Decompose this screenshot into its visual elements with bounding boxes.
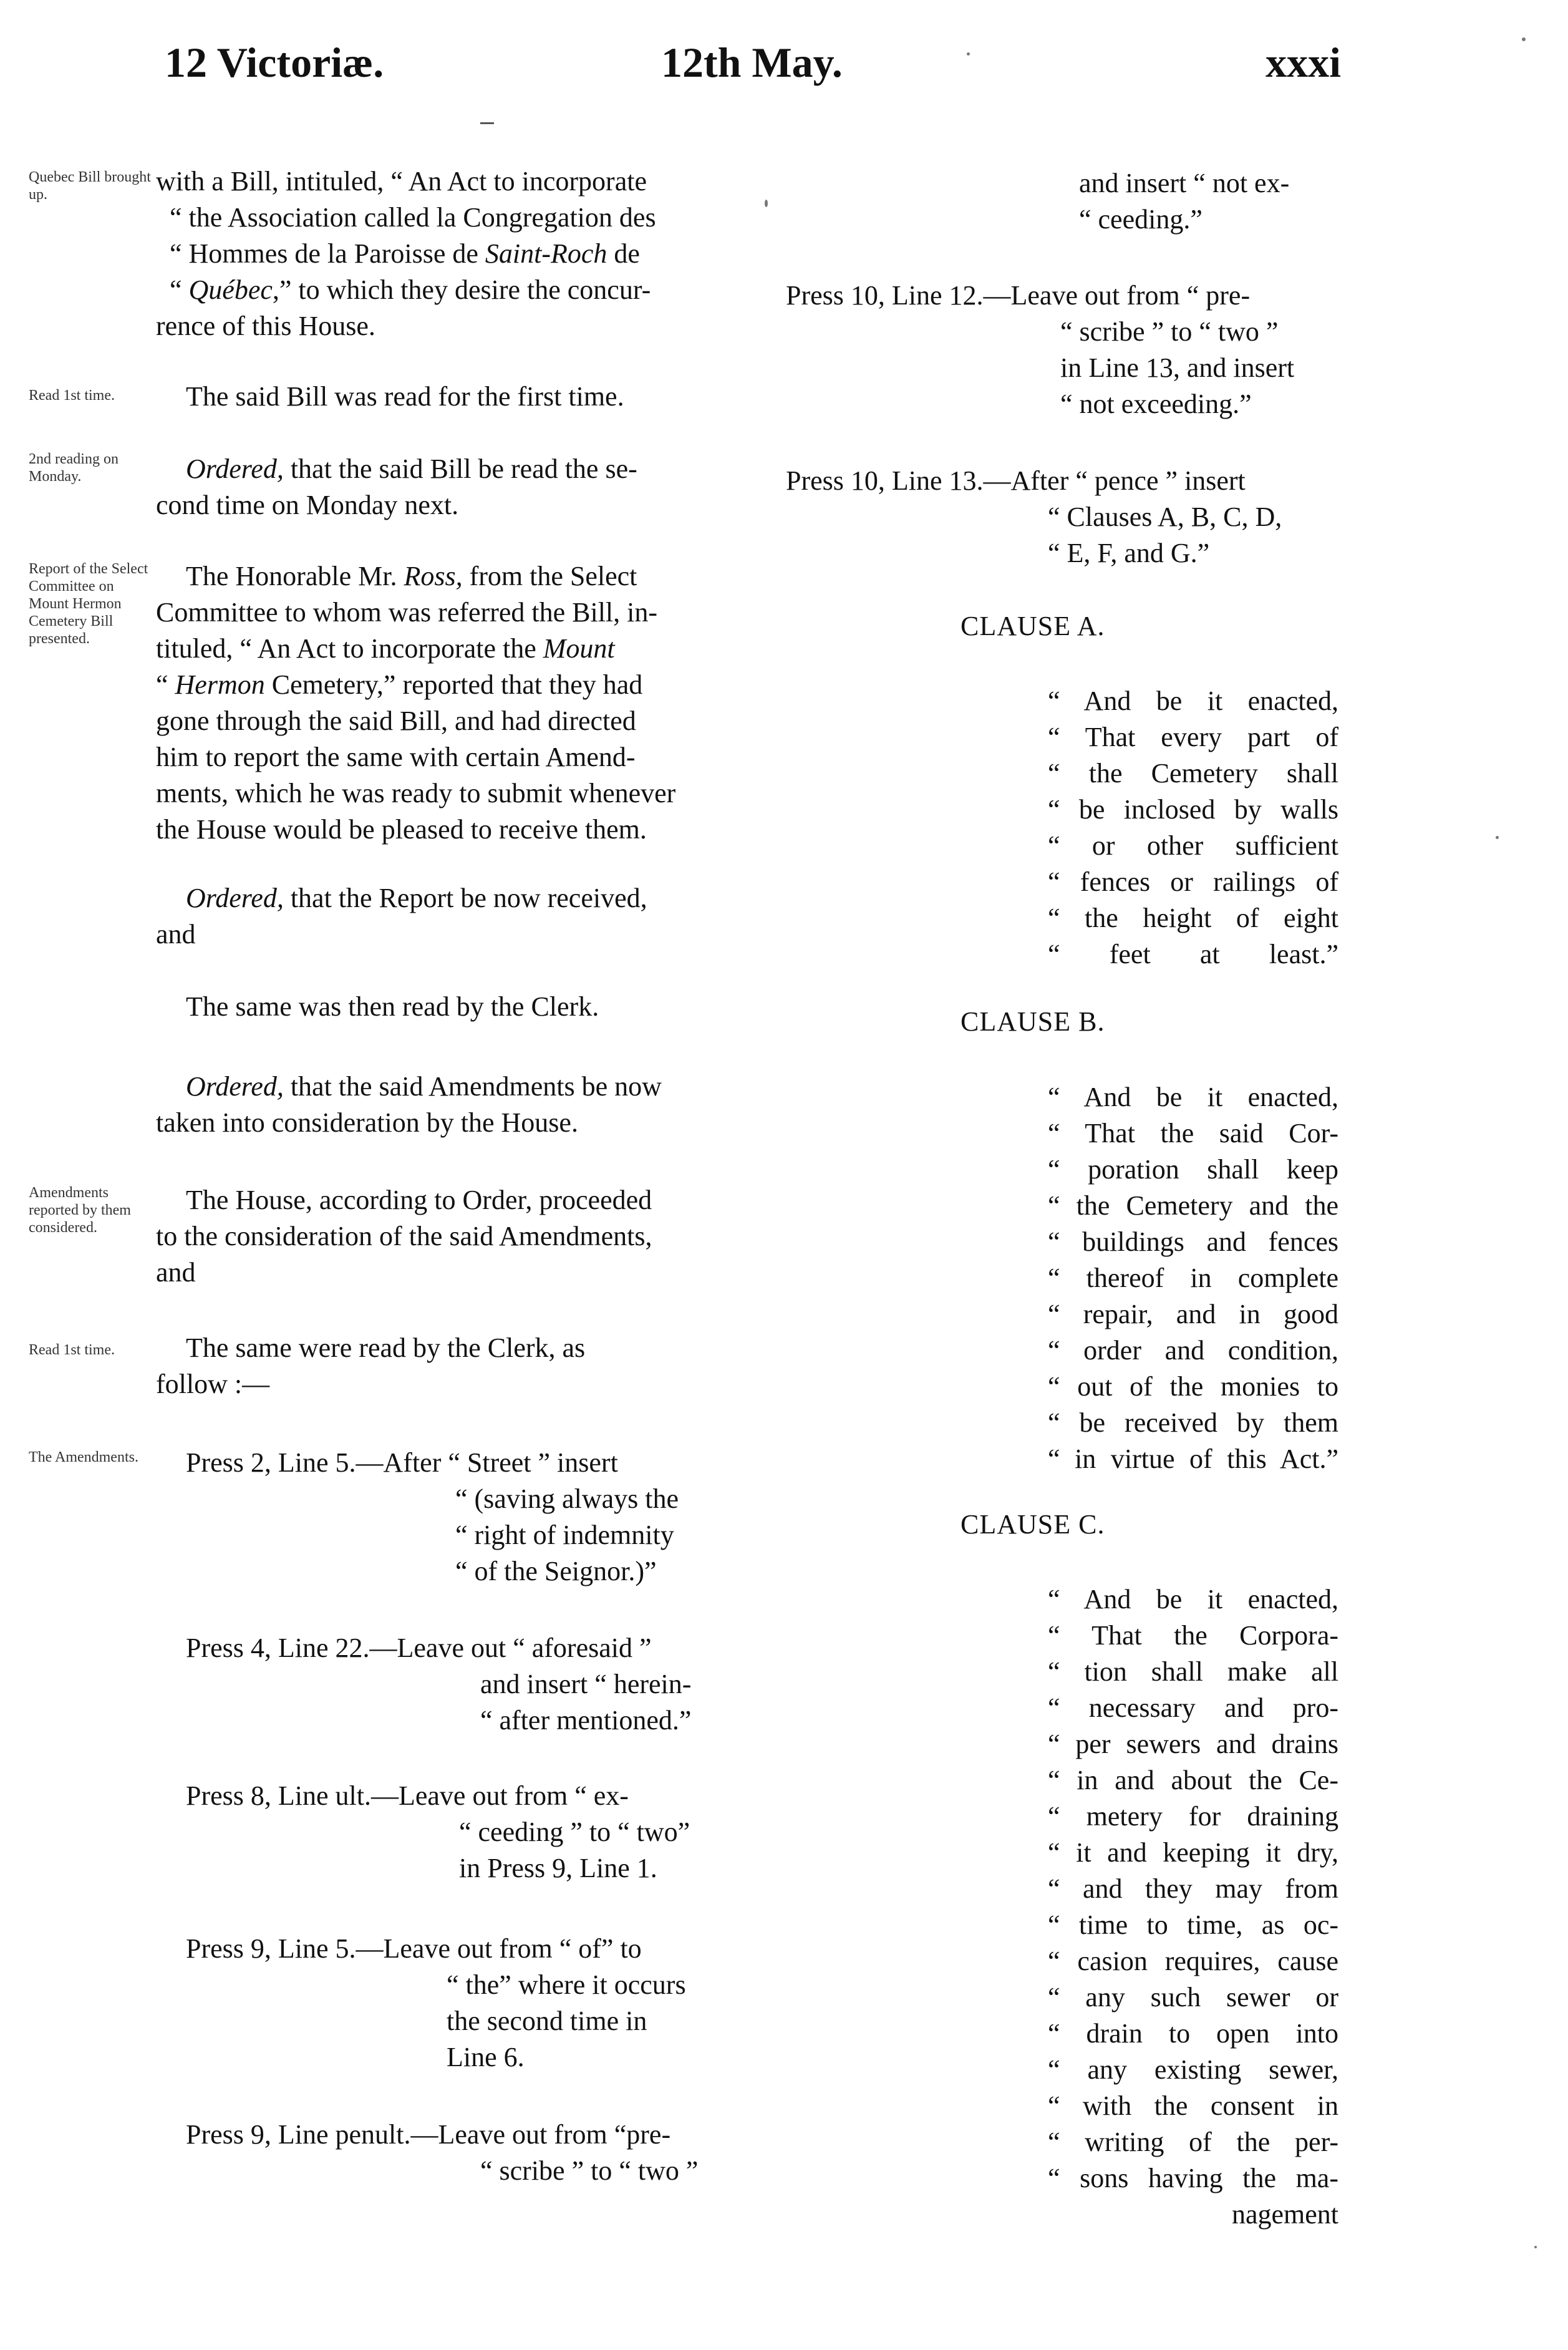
amendment-line: “ ceeding.” [1079,204,1203,235]
text-line: “ Québec,” to which they desire the concur- [170,274,651,305]
text-line: rence of this House. [156,311,375,341]
amendment-press-10-line-13 [786,463,1338,571]
clause-c-heading: CLAUSE C. [961,1509,1105,1540]
print-speck [765,200,768,207]
print-speck [1522,37,1526,41]
text-line: to the consideration of the said Amendments, [156,1221,652,1251]
amendment-line: “ scribe ” to “ two ” [1060,316,1279,347]
margin-note-committee-report: Report of the Select Committee on Mount Hermon Cemetery Bill presented. [29,561,148,648]
text-line: ments, which he was ready to submit whenever [156,778,676,808]
paragraph-read-by-clerk: The same was then read by the Clerk. [186,991,599,1022]
clause-line: “ in virtue of this Act.” [1048,1444,1338,1474]
clause-line: “ feet at least.” [1048,939,1338,969]
clause-line: “ thereof in complete [1048,1263,1338,1293]
amendment-line: “ Clauses A, B, C, D, [1048,502,1282,532]
clause-line: “ the Cemetery and the [1048,1190,1338,1221]
amendment-press-8 [156,1778,736,1886]
amendment-continuation [786,165,1338,238]
amendment-line: and insert “ not ex- [1079,168,1290,198]
amendment-line: Press 2, Line 5.—After “ Street ” insert [186,1447,618,1478]
clause-line: “ That every part of [1048,722,1338,752]
clause-line: “ buildings and fences [1048,1226,1338,1257]
clause-line: “ poration shall keep [1048,1154,1338,1185]
margin-note-second-reading: 2nd reading on Monday. [29,451,119,485]
print-speck [1534,2246,1537,2248]
paragraph-committee-report [156,558,736,848]
amendment-line: “ E, F, and G.” [1048,538,1210,568]
amendment-press-9-line-5 [156,1931,736,2076]
running-header-left: 12 Victoriæ. [165,39,384,86]
clause-line: “ time to time, as oc- [1048,1910,1338,1940]
margin-note-the-amendments: The Amendments. [29,1449,138,1465]
clause-line: “ necessary and pro- [1048,1692,1338,1723]
text-line: cond time on Monday next. [156,490,459,520]
paragraph-house-proceeded [156,1182,736,1291]
clause-line: “ fences or railings of [1048,867,1338,897]
text-line: gone through the said Bill, and had directed [156,706,636,736]
margin-note-amendments-considered: Amendments reported by them considered. [29,1185,131,1236]
clause-line: “ tion shall make all [1048,1656,1338,1687]
amendment-line: “ of the Seignor.)” [455,1556,657,1586]
clause-line: “ out of the monies to [1048,1371,1338,1402]
clause-b-text [1048,1079,1338,1477]
text-line: The same were read by the Clerk, as [186,1333,586,1363]
amendment-line: Press 8, Line ult.—Leave out from “ ex- [186,1780,629,1811]
clause-line: “ be inclosed by walls [1048,794,1338,825]
amendment-line: “ after mentioned.” [480,1705,692,1736]
print-speck [1496,836,1499,839]
italic-place-name: Saint-Roch [485,238,607,269]
amendment-line: “ (saving always the [455,1483,679,1514]
text-line: “ the Association called la Congregation des [170,202,656,233]
amendment-line: Press 4, Line 22.—Leave out “ aforesaid ” [186,1633,652,1663]
text-line: Ordered, that the said Bill be read the se- [186,454,637,484]
clause-line: “ writing of the per- [1048,2127,1338,2157]
paragraph-second-reading-order [156,451,736,523]
clause-line: “ repair, and in good [1048,1299,1338,1329]
text-line: the House would be pleased to receive them. [156,814,647,845]
margin-note-read-first: Read 1st time. [29,387,115,404]
text-line: The Honorable Mr. Ross, from the Select [186,561,637,591]
margin-note-quebec-bill: Quebec Bill brought up. [29,169,151,203]
text-line: Ordered, that the said Amendments be now [186,1071,662,1102]
clause-line: “ or other sufficient [1048,830,1338,861]
clause-line: “ That the Corpora- [1048,1620,1338,1651]
amendment-line: “ ceeding ” to “ two” [459,1817,690,1847]
page-number: xxxi [1266,39,1341,86]
text-line: with a Bill, intituled, “ An Act to incorporate [156,166,647,197]
paragraph-read-as-follow [156,1330,736,1402]
text-line: him to report the same with certain Amend- [156,742,636,772]
clause-line: “ be received by them [1048,1407,1338,1438]
amendment-line: the second time in [447,2006,647,2036]
clause-line: “ with the consent in [1048,2090,1338,2121]
italic-place-name: Québec [188,274,273,305]
text-line: Committee to whom was referred the Bill, in- [156,597,658,628]
clause-line: “ per sewers and drains [1048,1729,1338,1759]
text-line: and [156,919,196,949]
amendment-line: in Press 9, Line 1. [459,1853,657,1883]
text-line: The House, according to Order, proceeded [186,1185,652,1215]
amendment-line: in Line 13, and insert [1060,352,1295,383]
amendment-line: “ the” where it occurs [447,1969,686,2000]
clause-line: “ That the said Cor- [1048,1118,1338,1148]
text-line: and [156,1257,196,1288]
paragraph-bill-brought-up [156,163,736,344]
margin-note-read-first-2: Read 1st time. [29,1342,115,1358]
amendment-line: “ scribe ” to “ two ” [480,2155,699,2186]
text-line: tituled, “ An Act to incorporate the Mount [156,633,615,664]
text-line: Ordered, that the Report be now received, [186,883,647,913]
text-line: follow :— [156,1369,270,1399]
clause-a-heading: CLAUSE A. [961,611,1105,641]
paragraph-amendments-ordered [156,1069,736,1141]
clause-line: “ And be it enacted, [1048,686,1338,716]
clause-line: “ the height of eight [1048,903,1338,933]
amendment-line: Press 10, Line 12.—Leave out from “ pre- [786,280,1251,311]
amendment-press-10-line-12 [786,278,1338,422]
amendment-line: “ not exceeding.” [1060,389,1252,419]
paragraph-report-received [156,880,736,953]
amendment-line: Line 6. [447,2042,525,2072]
amendment-line: Press 10, Line 13.—After “ pence ” insert [786,465,1246,496]
amendment-press-2 [156,1445,736,1590]
clause-line: “ And be it enacted, [1048,1584,1338,1614]
clause-line: “ order and condition, [1048,1335,1338,1366]
clause-line: “ metery for draining [1048,1801,1338,1832]
text-line: taken into consideration by the House. [156,1107,578,1138]
amendment-line: Press 9, Line penult.—Leave out from “pre- [186,2119,671,2150]
amendment-press-4 [156,1630,736,1739]
clause-line: “ and they may from [1048,1873,1338,1904]
clause-line: “ sons having the ma- [1048,2163,1338,2193]
clause-line: “ in and about the Ce- [1048,1765,1338,1795]
print-speck [967,52,970,56]
paragraph-first-reading: The said Bill was read for the first time. [186,381,624,412]
clause-line: “ And be it enacted, [1048,1082,1338,1112]
amendment-line: Press 9, Line 5.—Leave out from “ of” to [186,1933,642,1964]
text-line: “ Hermon Cemetery,” reported that they had [156,669,643,700]
clause-line: “ drain to open into [1048,2018,1338,2049]
amendment-press-9-penult [156,2117,736,2189]
clause-line: “ any such sewer or [1048,1982,1338,2013]
clause-b-heading: CLAUSE B. [961,1006,1105,1037]
clause-line: “ any existing sewer, [1048,2054,1338,2085]
clause-line: “ it and keeping it dry, [1048,1837,1338,1868]
clause-line: “ casion requires, cause [1048,1946,1338,1976]
text-line: “ Hommes de la Paroisse de Saint-Roch de [170,238,640,269]
header-rule-mark [480,122,494,124]
amendment-line: and insert “ herein- [480,1669,692,1699]
clause-a-text [1048,683,1338,973]
clause-c-text [1048,1581,1338,2233]
clause-line: “ the Cemetery shall [1048,758,1338,789]
clause-line: nagement [1231,2199,1338,2230]
amendment-line: “ right of indemnity [455,1520,674,1550]
running-header-date: 12th May. [661,39,843,86]
